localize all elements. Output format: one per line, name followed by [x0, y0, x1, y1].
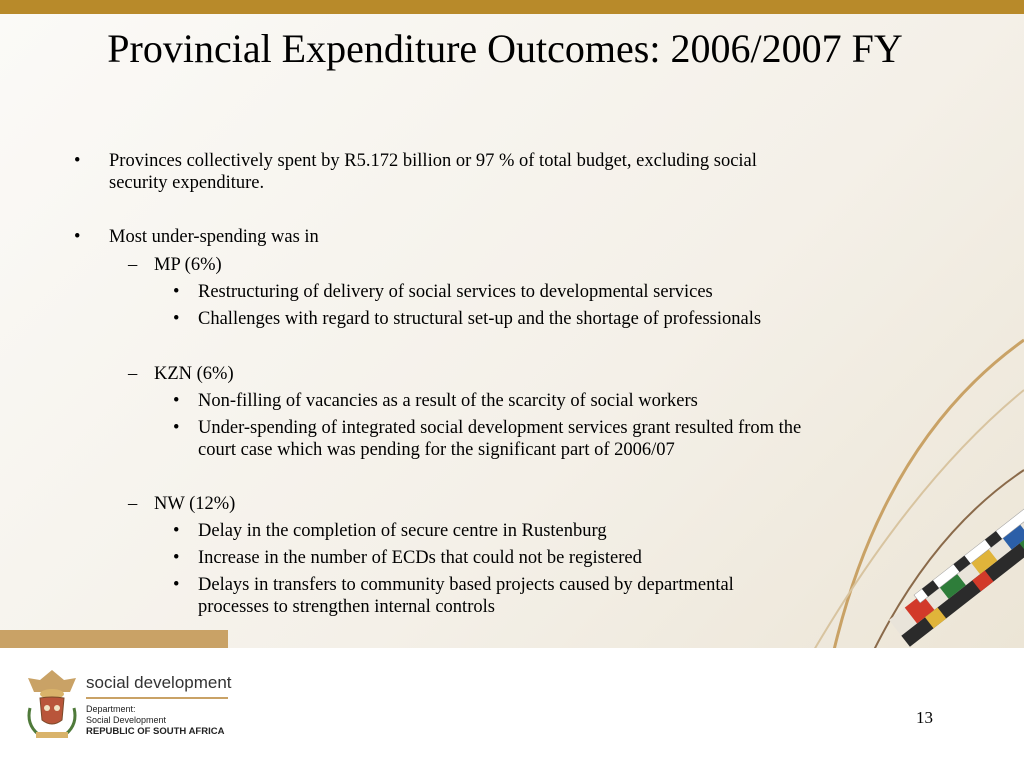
province-label-kzn: KZN (6%): [154, 364, 234, 384]
bullet-marker: •: [173, 391, 180, 411]
page-number: 13: [916, 708, 933, 727]
sub-bullet-text: Delay in the completion of secure centre in Rustenburg: [198, 521, 607, 541]
bullet-marker: •: [173, 282, 180, 302]
coat-of-arms-icon: [24, 668, 80, 742]
sub-bullet-text: processes to strengthen internal controls: [198, 597, 495, 617]
sub-bullet-text: Non-filling of vacancies as a result of the scarcity of social workers: [198, 391, 698, 411]
bottom-accent-band: [0, 630, 228, 648]
bullet-marker: •: [74, 151, 81, 171]
bullet-text: Provinces collectively spent by R5.172 billion or 97 % of total budget, excluding social: [109, 151, 757, 171]
sub-bullet-text: Delays in transfers to community based projects caused by departmental: [198, 575, 734, 595]
logo-divider: [86, 697, 228, 699]
sub-bullet-text: court case which was pending for the significant part of 2006/07: [198, 440, 675, 460]
province-label-nw: NW (12%): [154, 494, 236, 514]
bullet-marker: •: [173, 548, 180, 568]
bullet-marker: •: [173, 418, 180, 438]
sub-bullet-text: Under-spending of integrated social development services grant resulted from the: [198, 418, 802, 438]
bullet-marker: •: [173, 521, 180, 541]
bullet-marker: •: [173, 575, 180, 595]
dept-line: Department:: [86, 704, 136, 714]
bullet-text: security expenditure.: [109, 173, 265, 193]
sub-bullet-text: Restructuring of delivery of social services to developmental services: [198, 282, 713, 302]
department-caption: [86, 704, 224, 737]
dept-line: Social Development: [86, 715, 167, 725]
bullet-marker: •: [74, 227, 81, 247]
dash-marker: –: [128, 494, 138, 514]
slide-title: Provincial Expenditure Outcomes: 2006/2007 FY: [107, 26, 903, 71]
province-label-mp: MP (6%): [154, 255, 222, 275]
sub-bullet-text: Increase in the number of ECDs that could not be registered: [198, 548, 642, 568]
department-logo-name: social development: [86, 673, 232, 692]
dash-marker: –: [128, 255, 138, 275]
sub-bullet-text: Challenges with regard to structural set-up and the shortage of professionals: [198, 309, 762, 329]
bullet-marker: •: [173, 309, 180, 329]
dept-country: REPUBLIC OF SOUTH AFRICA: [86, 726, 225, 737]
dash-marker: –: [128, 364, 138, 384]
bullet-text: Most under-spending was in: [109, 227, 319, 247]
